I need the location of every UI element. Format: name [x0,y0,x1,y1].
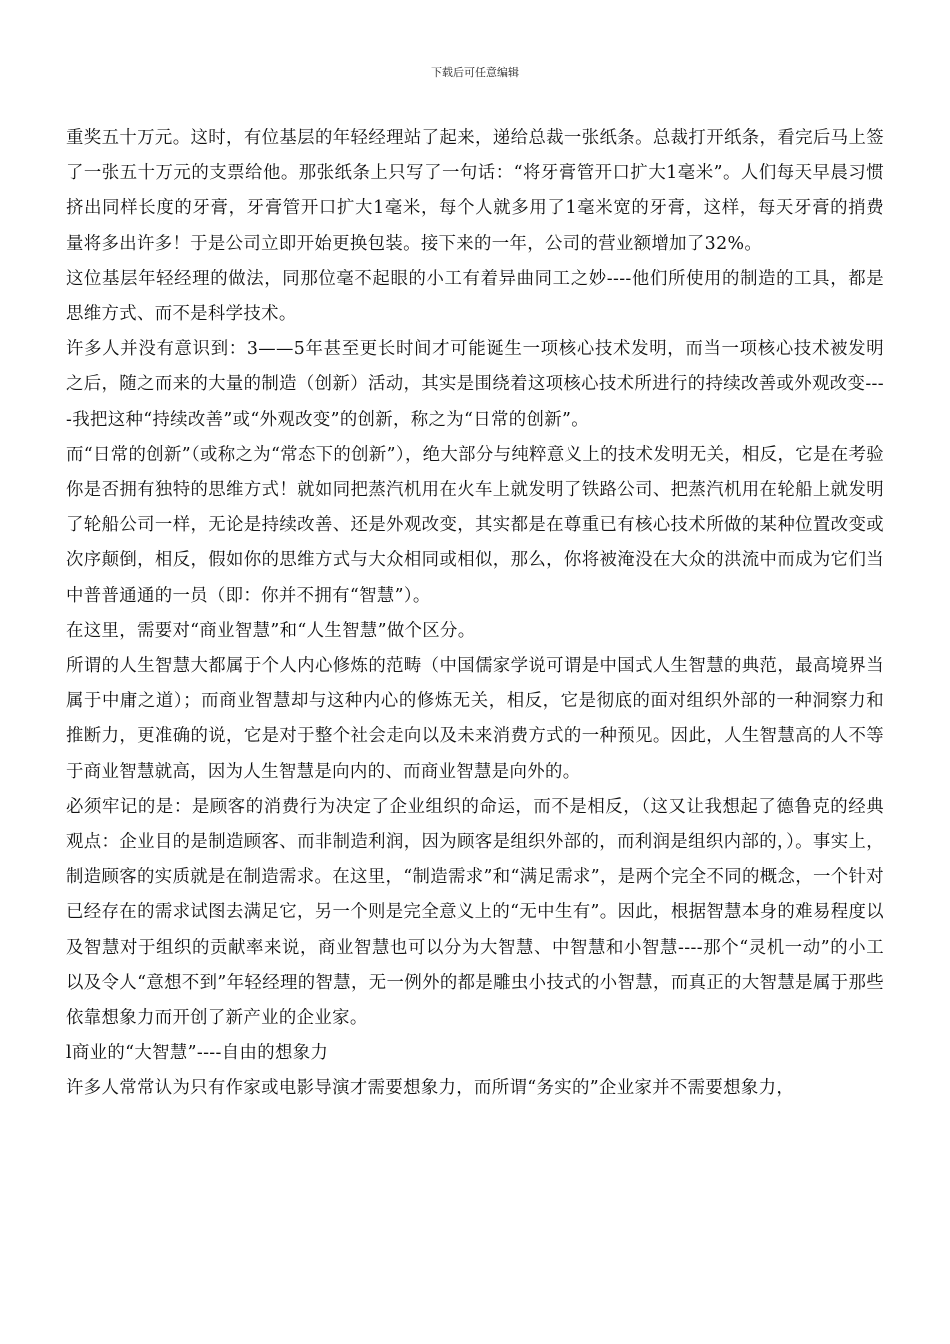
document-body [66,121,884,1107]
paragraph-life-vs-business-wisdom: 所谓的人生智慧大都属于个人内心修炼的范畴（中国儒家学说可谓是中国式人生智慧的典范，最高境界当属于中庸之道）；而商业智慧却与这种内心的修炼无关，相反，它是彻底的面对组织外部的一种洞察力和推断力，更准确的说，它是对于整个社会走向以及未来消费方式的一种预见。因此，人生智慧高的人不等于商业智慧就高，因为人生智慧是向内的、而商业智慧是向外的。 [66,656,884,782]
section-heading-imagination: l商业的“大智慧”----自由的想象力 [66,1043,329,1064]
page-header: 下载后可任意编辑 [431,66,519,79]
paragraph-customer-demand: 必须牢记的是：是顾客的消费行为决定了企业组织的命运，而不是相反，（这又让我想起了德鲁克的经典观点：企业目的是制造顾客、而非制造利润，因为顾客是组织外部的，而利润是组织内部的，）。事实上，制造顾客的实质就是在制造需求。在这里，“制造需求”和“满足需求”，是两个完全不同的概念，一个针对已经存在的需求试图去满足它，另一个则是完全意义上的“无中生有”。因此，根据智慧本身的难易程度以及智慧对于组织的贡献率来说，商业智慧也可以分为大智慧、中智慧和小智慧----那个“灵机一动”的小工以及令人“意想不到”年轻经理的智慧，无一例外的都是雕虫小技式的小智慧，而真正的大智慧是属于那些依靠想象力而开创了新产业的企业家。 [66,796,884,1029]
paragraph-core-technology: 许多人并没有意识到：3——5年甚至更长时间才可能诞生一项核心技术发明，而当一项核心技术被发明之后，随之而来的大量的制造（创新）活动，其实是围绕着这项核心技术所进行的持续改善或外观改变----我把这种“持续改善”或“外观改变”的创新，称之为“日常的创新”。 [66,339,884,430]
paragraph-thinking-tools: 这位基层年轻经理的做法，同那位毫不起眼的小工有着异曲同工之妙----他们所使用的制造的工具，都是思维方式、而不是科学技术。 [66,268,884,325]
paragraph-toothpaste-story: 重奖五十万元。这时，有位基层的年轻经理站了起来，递给总裁一张纸条。总裁打开纸条，看完后马上签了一张五十万元的支票给他。那张纸条上只写了一句话：“将牙膏管开口扩大1毫米”。人们每天早晨习惯挤出同样长度的牙膏，牙膏管开口扩大1毫米，每个人就多用了1毫米宽的牙膏，这样，每天牙膏的捎费量将多出许多！于是公司立即开始更换包装。接下来的一年，公司的营业额增加了32%。 [66,128,884,254]
paragraph-imagination-intro: 许多人常常认为只有作家或电影导演才需要想象力，而所谓“务实的”企业家并不需要想象力， [66,1078,795,1099]
paragraph-distinction: 在这里，需要对“商业智慧”和“人生智慧”做个区分。 [66,620,476,641]
paragraph-daily-innovation: 而“日常的创新”（或称之为“常态下的创新”），绝大部分与纯粹意义上的技术发明无关，相反，它是在考验你是否拥有独特的思维方式！就如同把蒸汽机用在火车上就发明了铁路公司、把蒸汽机用在轮船上就发明了轮船公司一样，无论是持续改善、还是外观改变，其实都是在尊重已有核心技术所做的某种位置改变或次序颠倒，相反，假如你的思维方式与大众相同或相似，那么，你将被淹没在大众的洪流中而成为它们当中普普通通的一员（即：你并不拥有“智慧”）。 [66,444,884,606]
